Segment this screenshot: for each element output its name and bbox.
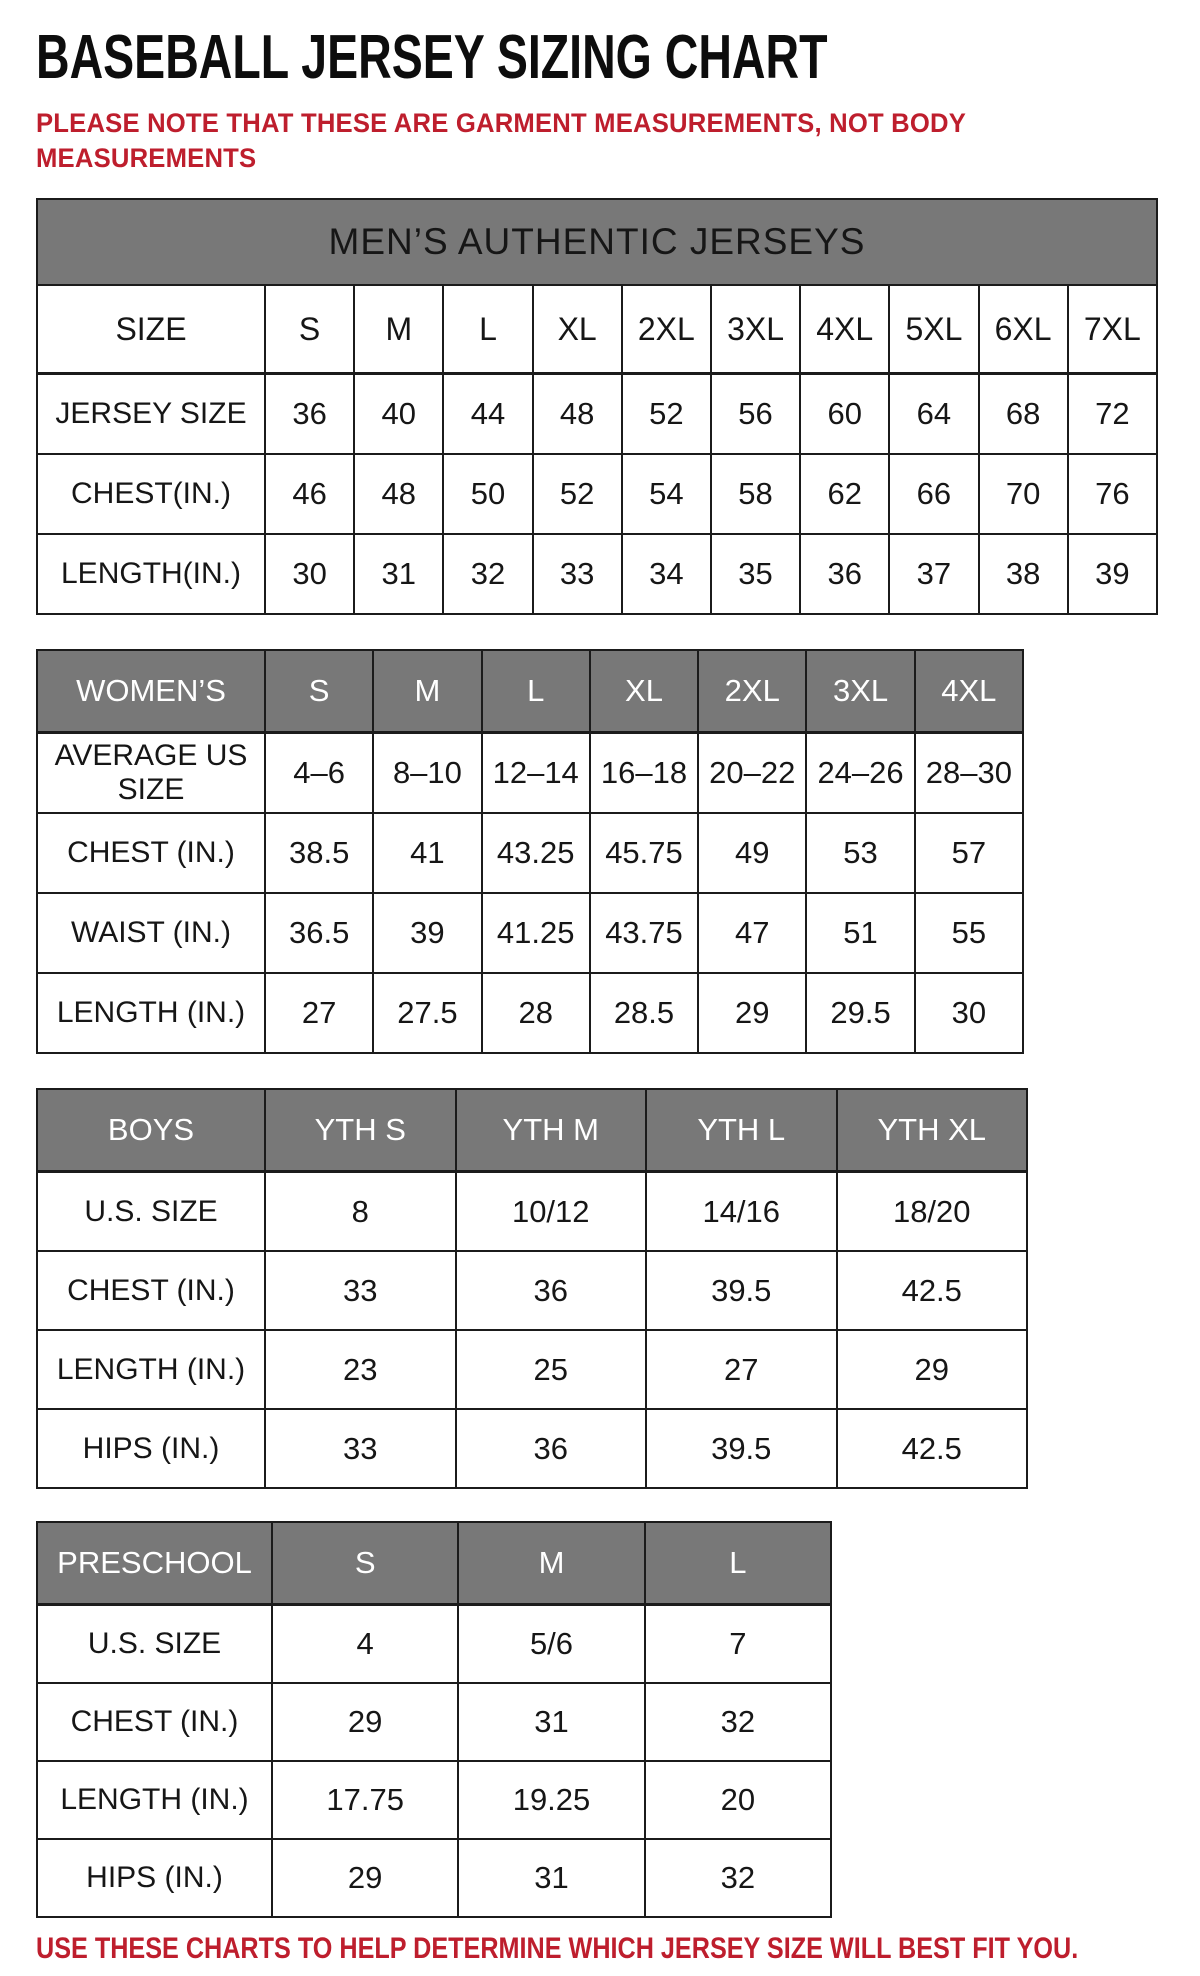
value-cell: 45.75 (590, 813, 698, 893)
value-cell: 34 (622, 534, 711, 614)
size-column-header: XL (533, 285, 622, 374)
header-label: WOMEN’S (37, 650, 265, 733)
size-column-header: YTH XL (837, 1089, 1028, 1172)
value-cell: 29 (837, 1330, 1028, 1409)
value-cell: 7 (645, 1605, 831, 1684)
table-row (37, 733, 1023, 814)
value-cell: 72 (1068, 374, 1157, 455)
value-cell: 5/6 (458, 1605, 644, 1684)
header-label: PRESCHOOL (37, 1522, 272, 1605)
value-cell: 48 (354, 454, 443, 534)
row-label: LENGTH (IN.) (37, 1330, 265, 1409)
value-cell: 43.75 (590, 893, 698, 973)
value-cell: 64 (889, 374, 978, 455)
row-label: CHEST(IN.) (37, 454, 265, 534)
value-cell: 12–14 (482, 733, 590, 814)
value-cell: 70 (979, 454, 1068, 534)
value-cell: 36 (800, 534, 889, 614)
size-column-header: L (645, 1522, 831, 1605)
value-cell: 36 (456, 1251, 647, 1330)
value-cell: 66 (889, 454, 978, 534)
header-row (37, 1522, 831, 1605)
value-cell: 38.5 (265, 813, 373, 893)
table-row (37, 1251, 1027, 1330)
value-cell: 32 (645, 1683, 831, 1761)
value-cell: 36 (456, 1409, 647, 1488)
value-cell: 19.25 (458, 1761, 644, 1839)
value-cell: 39 (1068, 534, 1157, 614)
value-cell: 41 (373, 813, 481, 893)
row-label: LENGTH(IN.) (37, 534, 265, 614)
value-cell: 29.5 (806, 973, 914, 1053)
value-cell: 28.5 (590, 973, 698, 1053)
womens-sizing-table (36, 649, 1024, 1054)
value-cell: 53 (806, 813, 914, 893)
row-label: CHEST (IN.) (37, 813, 265, 893)
row-label: CHEST (IN.) (37, 1251, 265, 1330)
size-column-header: L (443, 285, 532, 374)
value-cell: 31 (354, 534, 443, 614)
value-cell: 47 (698, 893, 806, 973)
size-column-header: 3XL (711, 285, 800, 374)
size-column-header: M (354, 285, 443, 374)
value-cell: 33 (265, 1409, 456, 1488)
header-label: SIZE (37, 285, 265, 374)
value-cell: 60 (800, 374, 889, 455)
garment-measurement-note: PLEASE NOTE THAT THESE ARE GARMENT MEASUREMENTS, NOT BODY MEASUREMENTS (36, 108, 966, 173)
value-cell: 39 (373, 893, 481, 973)
footer-note: USE THESE CHARTS TO HELP DETERMINE WHICH JERSEY SIZE WILL BEST FIT YOU. (36, 1932, 1079, 1965)
value-cell: 32 (443, 534, 532, 614)
size-column-header: XL (590, 650, 698, 733)
value-cell: 25 (456, 1330, 647, 1409)
value-cell: 28 (482, 973, 590, 1053)
size-column-header: 6XL (979, 285, 1068, 374)
size-column-header: 2XL (698, 650, 806, 733)
size-column-header: YTH S (265, 1089, 456, 1172)
size-column-header: YTH M (456, 1089, 647, 1172)
row-label: U.S. SIZE (37, 1605, 272, 1684)
size-column-header: 3XL (806, 650, 914, 733)
value-cell: 36.5 (265, 893, 373, 973)
value-cell: 43.25 (482, 813, 590, 893)
value-cell: 76 (1068, 454, 1157, 534)
value-cell: 55 (915, 893, 1023, 973)
value-cell: 28–30 (915, 733, 1023, 814)
table-row (37, 973, 1023, 1053)
value-cell: 29 (272, 1683, 458, 1761)
value-cell: 33 (265, 1251, 456, 1330)
value-cell: 39.5 (646, 1251, 837, 1330)
page-title: BASEBALL JERSEY SIZING CHART (36, 23, 828, 92)
value-cell: 32 (645, 1839, 831, 1917)
table-row (37, 1409, 1027, 1488)
table-row (37, 534, 1157, 614)
value-cell: 33 (533, 534, 622, 614)
value-cell: 30 (265, 534, 354, 614)
size-column-header: S (265, 650, 373, 733)
size-column-header: 2XL (622, 285, 711, 374)
mens-sizing-table (36, 198, 1158, 615)
value-cell: 68 (979, 374, 1068, 455)
header-row (37, 1089, 1027, 1172)
value-cell: 50 (443, 454, 532, 534)
value-cell: 52 (533, 454, 622, 534)
table-row (37, 1605, 831, 1684)
size-column-header: YTH L (646, 1089, 837, 1172)
size-column-header: M (373, 650, 481, 733)
value-cell: 14/16 (646, 1172, 837, 1252)
size-column-header: 7XL (1068, 285, 1157, 374)
boys-sizing-table (36, 1088, 1028, 1489)
value-cell: 35 (711, 534, 800, 614)
header-row (37, 285, 1157, 374)
header-label: BOYS (37, 1089, 265, 1172)
value-cell: 17.75 (272, 1761, 458, 1839)
size-column-header: 4XL (800, 285, 889, 374)
row-label: AVERAGE US SIZE (37, 733, 265, 814)
value-cell: 49 (698, 813, 806, 893)
value-cell: 27 (646, 1330, 837, 1409)
value-cell: 4 (272, 1605, 458, 1684)
value-cell: 56 (711, 374, 800, 455)
value-cell: 10/12 (456, 1172, 647, 1252)
row-label: WAIST (IN.) (37, 893, 265, 973)
value-cell: 18/20 (837, 1172, 1028, 1252)
table-row (37, 374, 1157, 455)
value-cell: 42.5 (837, 1409, 1028, 1488)
value-cell: 54 (622, 454, 711, 534)
value-cell: 16–18 (590, 733, 698, 814)
row-label: HIPS (IN.) (37, 1409, 265, 1488)
size-column-header: 4XL (915, 650, 1023, 733)
value-cell: 37 (889, 534, 978, 614)
value-cell: 23 (265, 1330, 456, 1409)
value-cell: 58 (711, 454, 800, 534)
value-cell: 8 (265, 1172, 456, 1252)
value-cell: 42.5 (837, 1251, 1028, 1330)
header-row (37, 650, 1023, 733)
table-row (37, 1683, 831, 1761)
row-label: U.S. SIZE (37, 1172, 265, 1252)
size-column-header: L (482, 650, 590, 733)
value-cell: 8–10 (373, 733, 481, 814)
value-cell: 31 (458, 1839, 644, 1917)
value-cell: 31 (458, 1683, 644, 1761)
value-cell: 48 (533, 374, 622, 455)
value-cell: 46 (265, 454, 354, 534)
table-row (37, 813, 1023, 893)
value-cell: 40 (354, 374, 443, 455)
table-row (37, 454, 1157, 534)
table-row (37, 1172, 1027, 1252)
value-cell: 29 (272, 1839, 458, 1917)
value-cell: 20–22 (698, 733, 806, 814)
value-cell: 57 (915, 813, 1023, 893)
value-cell: 62 (800, 454, 889, 534)
row-label: HIPS (IN.) (37, 1839, 272, 1917)
table-row (37, 1839, 831, 1917)
value-cell: 51 (806, 893, 914, 973)
table-row (37, 1330, 1027, 1409)
value-cell: 27.5 (373, 973, 481, 1053)
value-cell: 30 (915, 973, 1023, 1053)
value-cell: 52 (622, 374, 711, 455)
size-column-header: S (272, 1522, 458, 1605)
row-label: CHEST (IN.) (37, 1683, 272, 1761)
value-cell: 29 (698, 973, 806, 1053)
value-cell: 24–26 (806, 733, 914, 814)
value-cell: 20 (645, 1761, 831, 1839)
value-cell: 39.5 (646, 1409, 837, 1488)
value-cell: 44 (443, 374, 532, 455)
value-cell: 41.25 (482, 893, 590, 973)
row-label: LENGTH (IN.) (37, 973, 265, 1053)
value-cell: 36 (265, 374, 354, 455)
table-row (37, 1761, 831, 1839)
size-column-header: 5XL (889, 285, 978, 374)
size-column-header: S (265, 285, 354, 374)
row-label: JERSEY SIZE (37, 374, 265, 455)
row-label: LENGTH (IN.) (37, 1761, 272, 1839)
size-column-header: M (458, 1522, 644, 1605)
value-cell: 4–6 (265, 733, 373, 814)
preschool-sizing-table (36, 1521, 832, 1918)
value-cell: 38 (979, 534, 1068, 614)
value-cell: 27 (265, 973, 373, 1053)
table-banner: MEN’S AUTHENTIC JERSEYS (37, 199, 1157, 285)
table-row (37, 893, 1023, 973)
